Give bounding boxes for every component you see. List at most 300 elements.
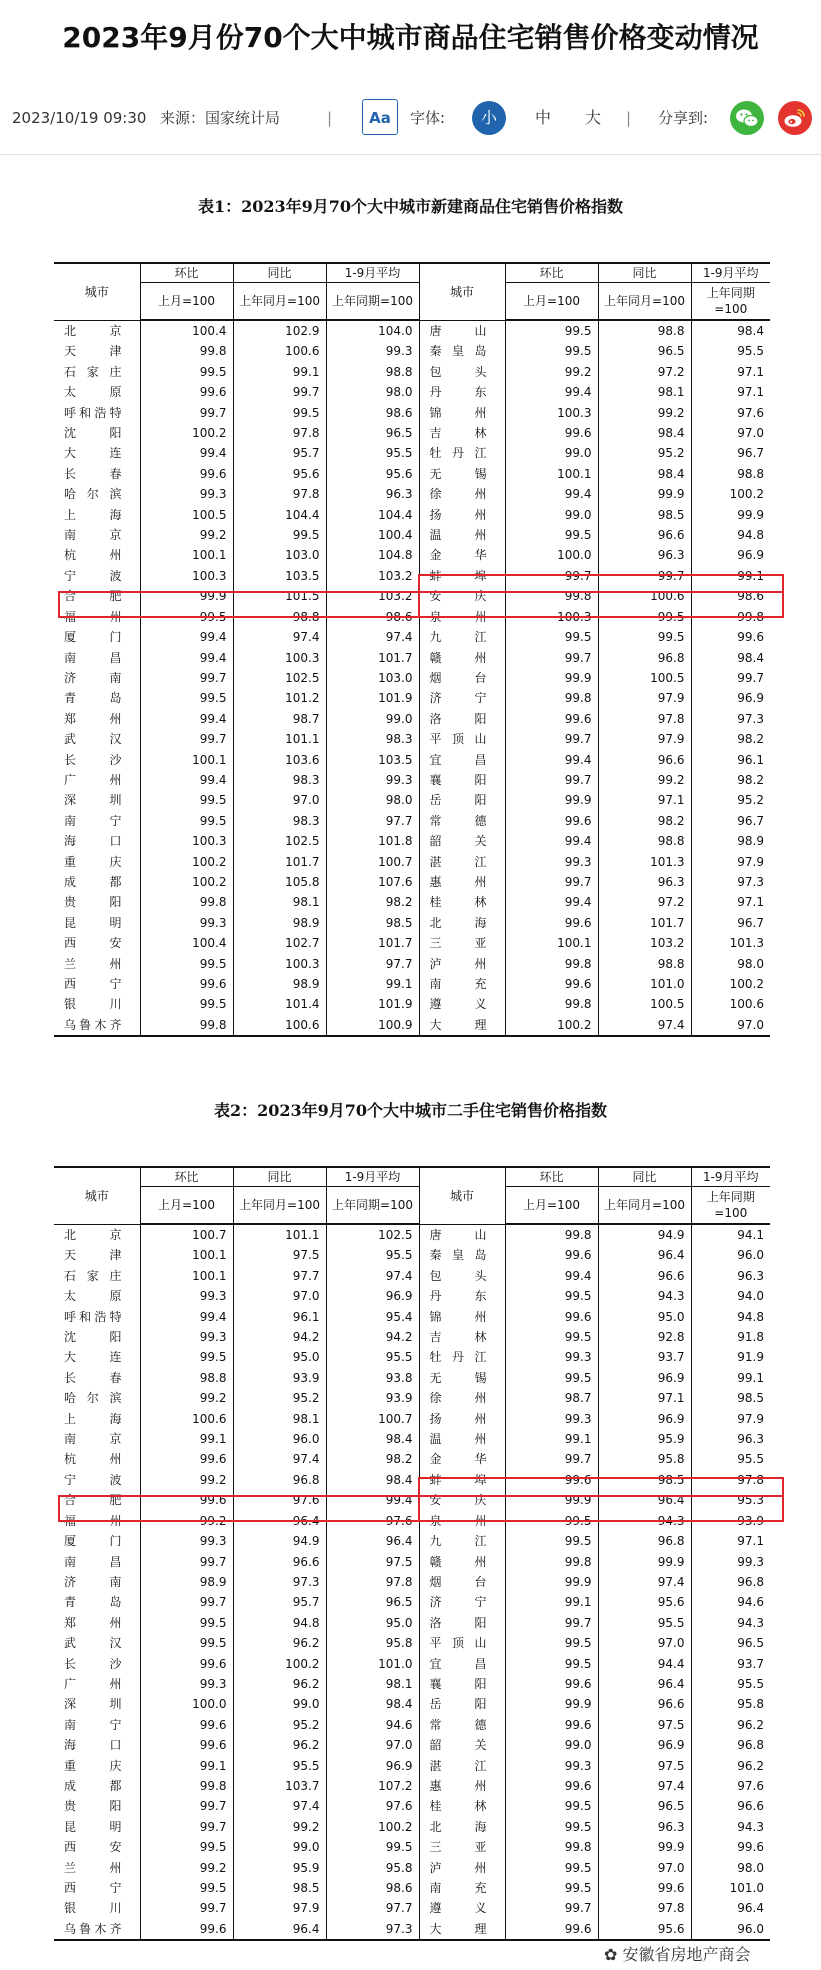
- city-name: 桂林: [429, 1799, 487, 1814]
- index-value: 96.9: [326, 1286, 419, 1306]
- font-toggle-icon[interactable]: Aa: [362, 99, 398, 135]
- index-value: 100.2: [140, 872, 233, 892]
- index-value: 98.9: [233, 974, 326, 994]
- city-name: 长沙: [64, 752, 122, 767]
- index-value: 98.8: [233, 607, 326, 627]
- index-value: 96.2: [233, 1674, 326, 1694]
- index-value: 97.5: [598, 1715, 691, 1735]
- index-value: 100.4: [140, 933, 233, 953]
- index-value: 95.2: [598, 443, 691, 463]
- city-name: 北京: [64, 1227, 122, 1242]
- table-row: [54, 423, 770, 443]
- index-value: 99.2: [140, 1388, 233, 1408]
- index-value: 96.2: [691, 1756, 770, 1776]
- index-value: 99.5: [233, 525, 326, 545]
- table-row: [54, 994, 770, 1014]
- city-name: 杭州: [64, 1452, 122, 1467]
- city-name: 徐州: [429, 1391, 487, 1406]
- index-value: 99.8: [505, 994, 598, 1014]
- index-value: 101.9: [326, 688, 419, 708]
- index-value: 94.8: [233, 1613, 326, 1633]
- index-value: 99.4: [140, 770, 233, 790]
- index-value: 97.4: [326, 1266, 419, 1286]
- index-value: 99.8: [505, 1837, 598, 1857]
- index-value: 97.4: [233, 1449, 326, 1469]
- index-value: 99.2: [505, 362, 598, 382]
- table-row: [54, 545, 770, 565]
- wechat-share-button[interactable]: [730, 101, 764, 135]
- city-name: 长春: [64, 466, 122, 481]
- index-value: 101.3: [598, 852, 691, 872]
- index-value: 99.3: [505, 1409, 598, 1429]
- city-name: 大理: [419, 1015, 505, 1036]
- index-value: 100.1: [505, 933, 598, 953]
- city-name: 广州: [64, 772, 122, 787]
- index-value: 101.7: [326, 933, 419, 953]
- index-value: 99.7: [505, 1613, 598, 1633]
- index-value: 95.9: [598, 1429, 691, 1449]
- index-value: 99.8: [140, 1776, 233, 1796]
- index-value: 95.0: [598, 1307, 691, 1327]
- city-name: 乌鲁木齐: [54, 1919, 140, 1940]
- city-name: 济南: [64, 1574, 122, 1589]
- city-name: 重庆: [64, 1758, 122, 1773]
- index-value: 95.0: [326, 1613, 419, 1633]
- city-name: 厦门: [64, 1534, 122, 1549]
- index-value: 101.0: [598, 974, 691, 994]
- city-name: 海口: [64, 834, 122, 849]
- index-value: 99.5: [140, 688, 233, 708]
- index-value: 99.3: [140, 1286, 233, 1306]
- index-value: 98.7: [505, 1388, 598, 1408]
- index-value: 100.6: [598, 586, 691, 606]
- index-value: 98.0: [691, 954, 770, 974]
- source-label: 来源：国家统计局: [160, 109, 281, 127]
- table-row: [54, 770, 770, 790]
- index-value: 96.3: [691, 1429, 770, 1449]
- city-name: 沈阳: [64, 1330, 122, 1345]
- index-value: 95.6: [233, 464, 326, 484]
- index-value: 93.7: [691, 1654, 770, 1674]
- city-name: 唐山: [429, 1227, 487, 1242]
- index-value: 100.6: [233, 341, 326, 361]
- city-name: 赣州: [429, 650, 487, 665]
- index-value: 99.6: [505, 1245, 598, 1265]
- city-name: 徐州: [429, 487, 487, 502]
- table-row: [54, 484, 770, 504]
- city-name: 广州: [64, 1676, 122, 1691]
- index-value: 99.8: [140, 892, 233, 912]
- index-value: 99.6: [140, 382, 233, 402]
- index-value: 98.8: [598, 831, 691, 851]
- table-row: [54, 586, 770, 606]
- index-value: 97.0: [326, 1735, 419, 1755]
- index-value: 98.5: [598, 1470, 691, 1490]
- index-value: 99.6: [505, 1776, 598, 1796]
- index-value: 107.2: [326, 1776, 419, 1796]
- index-value: 101.5: [233, 586, 326, 606]
- table-row: [54, 1286, 770, 1306]
- index-value: 99.6: [598, 1878, 691, 1898]
- index-value: 94.2: [233, 1327, 326, 1347]
- index-value: 100.2: [691, 974, 770, 994]
- table-row: [54, 464, 770, 484]
- index-value: 94.8: [691, 1307, 770, 1327]
- index-value: 99.7: [140, 1817, 233, 1837]
- col-avg-sub-header: 上年同期=100: [691, 1187, 770, 1225]
- index-value: 95.5: [326, 1347, 419, 1367]
- index-value: 99.6: [140, 1490, 233, 1510]
- city-name: 呼和浩特: [64, 1309, 122, 1324]
- index-value: 96.8: [233, 1470, 326, 1490]
- index-value: 98.8: [140, 1368, 233, 1388]
- index-value: 93.7: [598, 1347, 691, 1367]
- meta-separator: |: [626, 109, 632, 127]
- index-value: 97.8: [598, 709, 691, 729]
- index-value: 104.0: [326, 320, 419, 341]
- index-value: 98.0: [326, 790, 419, 810]
- city-name: 南宁: [64, 1717, 122, 1732]
- index-value: 103.6: [233, 750, 326, 770]
- table-row: [54, 403, 770, 423]
- index-value: 99.4: [140, 1307, 233, 1327]
- index-value: 98.4: [326, 1470, 419, 1490]
- table1-caption: 表1：2023年9月70个大中城市新建商品住宅销售价格指数: [197, 197, 624, 216]
- index-value: 103.2: [326, 566, 419, 586]
- index-value: 99.9: [140, 586, 233, 606]
- index-value: 100.2: [140, 423, 233, 443]
- col-tb-sub-header: 上年同月=100: [598, 283, 691, 321]
- city-name: 锦州: [429, 405, 487, 420]
- font-size-medium-button[interactable]: 中: [534, 108, 551, 127]
- index-value: 94.0: [691, 1286, 770, 1306]
- watermark-icon: ✿: [604, 1945, 623, 1964]
- table-row: [54, 382, 770, 402]
- index-value: 95.2: [691, 790, 770, 810]
- index-value: 99.9: [505, 1572, 598, 1592]
- index-value: 101.2: [233, 688, 326, 708]
- index-value: 99.9: [691, 505, 770, 525]
- table-row: [54, 1858, 770, 1878]
- city-name: 蚌埠: [429, 568, 487, 583]
- index-value: 99.7: [140, 1552, 233, 1572]
- col-tb-header: 同比: [598, 263, 691, 283]
- index-value: 98.1: [598, 382, 691, 402]
- index-value: 100.5: [140, 505, 233, 525]
- index-value: 100.3: [233, 648, 326, 668]
- index-value: 103.2: [326, 586, 419, 606]
- index-value: 100.3: [233, 954, 326, 974]
- col-hb-sub-header: 上月=100: [140, 283, 233, 321]
- index-value: 94.9: [598, 1224, 691, 1245]
- city-name: 惠州: [429, 874, 487, 889]
- index-value: 97.7: [326, 954, 419, 974]
- index-value: 101.7: [233, 852, 326, 872]
- city-name: 昆明: [64, 1819, 122, 1834]
- col-hb-sub-header: 上月=100: [140, 1187, 233, 1225]
- index-value: 96.8: [691, 1572, 770, 1592]
- index-value: 97.8: [233, 484, 326, 504]
- index-value: 99.3: [140, 1327, 233, 1347]
- table-row: [54, 1919, 770, 1940]
- index-value: 99.7: [691, 668, 770, 688]
- city-name: 南充: [429, 977, 487, 991]
- index-value: 99.4: [505, 1266, 598, 1286]
- index-value: 94.3: [691, 1817, 770, 1837]
- table-row: [54, 811, 770, 831]
- city-name: 泸州: [429, 1860, 487, 1875]
- city-name: 太原: [64, 385, 122, 400]
- index-value: 95.2: [233, 1715, 326, 1735]
- weibo-share-button[interactable]: [778, 101, 812, 135]
- city-name: 丹东: [429, 385, 487, 400]
- index-value: 99.2: [598, 403, 691, 423]
- city-name: 海口: [64, 1738, 122, 1753]
- index-value: 93.9: [326, 1388, 419, 1408]
- index-value: 97.0: [598, 1633, 691, 1653]
- city-name: 呼和浩特: [64, 405, 122, 420]
- index-value: 99.7: [140, 1898, 233, 1918]
- index-value: 98.5: [233, 1878, 326, 1898]
- index-value: 97.5: [326, 1552, 419, 1572]
- table-row: [54, 1015, 770, 1036]
- index-value: 99.5: [140, 994, 233, 1014]
- article-title: 2023年9月份70个大中城市商品住宅销售价格变动情况: [62, 21, 759, 54]
- index-value: 99.1: [140, 1429, 233, 1449]
- index-value: 98.3: [233, 770, 326, 790]
- index-value: 99.1: [691, 566, 770, 586]
- index-value: 99.5: [140, 1837, 233, 1857]
- city-name: 北京: [64, 323, 122, 338]
- city-name: 兰州: [64, 1860, 122, 1875]
- index-value: 102.5: [233, 831, 326, 851]
- col-hb-header: 环比: [140, 1167, 233, 1187]
- index-value: 99.4: [505, 750, 598, 770]
- city-name: 宜昌: [429, 1656, 487, 1671]
- index-value: 97.5: [233, 1245, 326, 1265]
- table-row: [54, 1327, 770, 1347]
- index-value: 99.5: [598, 607, 691, 627]
- index-value: 99.3: [140, 1674, 233, 1694]
- index-value: 95.5: [326, 443, 419, 463]
- index-value: 96.5: [326, 423, 419, 443]
- city-name: 扬州: [429, 1411, 487, 1426]
- city-name: 赣州: [429, 1554, 487, 1569]
- table-row: [54, 1511, 770, 1531]
- city-name: 银川: [64, 997, 122, 1012]
- index-value: 103.7: [233, 1776, 326, 1796]
- city-name: 哈尔滨: [64, 487, 122, 502]
- city-name: 青岛: [64, 1595, 122, 1610]
- table-row: [54, 341, 770, 361]
- index-value: 99.8: [691, 607, 770, 627]
- index-value: 97.6: [691, 403, 770, 423]
- index-value: 99.0: [505, 505, 598, 525]
- index-value: 93.9: [233, 1368, 326, 1388]
- index-value: 99.4: [505, 892, 598, 912]
- city-name: 温州: [429, 528, 487, 543]
- city-name: 大连: [64, 1350, 122, 1365]
- index-value: 99.4: [505, 484, 598, 504]
- index-value: 99.5: [505, 1286, 598, 1306]
- table-row: [54, 709, 770, 729]
- index-value: 98.4: [326, 1429, 419, 1449]
- index-value: 98.3: [326, 729, 419, 749]
- index-value: 102.5: [233, 668, 326, 688]
- font-size-large-button[interactable]: 大: [584, 108, 601, 127]
- index-value: 95.2: [233, 1388, 326, 1408]
- index-value: 102.7: [233, 933, 326, 953]
- index-value: 99.7: [505, 729, 598, 749]
- index-value: 95.4: [326, 1307, 419, 1327]
- index-value: 97.3: [233, 1572, 326, 1592]
- publish-date: 2023/10/19 09:30: [12, 109, 147, 127]
- col-tb-sub-header: 上年同月=100: [233, 283, 326, 321]
- city-name: 宁波: [64, 1472, 122, 1487]
- col-city-header: 城市: [54, 1167, 140, 1224]
- index-value: 95.5: [598, 1613, 691, 1633]
- city-name: 福州: [64, 1513, 122, 1528]
- col-hb-header: 环比: [505, 1167, 598, 1187]
- index-value: 100.3: [140, 831, 233, 851]
- index-value: 99.8: [505, 586, 598, 606]
- index-value: 98.9: [691, 831, 770, 851]
- city-name: 唐山: [429, 323, 487, 338]
- index-value: 101.3: [691, 933, 770, 953]
- font-size-small-button[interactable]: 小: [472, 101, 506, 135]
- index-value: 99.3: [140, 1531, 233, 1551]
- city-name: 三亚: [429, 936, 487, 951]
- index-value: 101.1: [233, 1224, 326, 1245]
- index-value: 99.7: [505, 770, 598, 790]
- index-value: 99.5: [505, 1531, 598, 1551]
- city-name: 烟台: [429, 1574, 487, 1589]
- city-name: 无锡: [429, 1370, 487, 1385]
- index-value: 96.6: [598, 1266, 691, 1286]
- city-name: 上海: [64, 1411, 122, 1426]
- index-value: 97.7: [326, 811, 419, 831]
- city-name: 洛阳: [429, 1615, 487, 1630]
- city-name: 常德: [429, 813, 487, 828]
- city-name: 哈尔滨: [64, 1391, 122, 1406]
- city-name: 九江: [429, 1534, 487, 1549]
- header-divider: [0, 154, 821, 155]
- table-row: [54, 1898, 770, 1918]
- index-value: 99.5: [505, 525, 598, 545]
- table-row: [54, 1429, 770, 1449]
- index-value: 97.4: [233, 627, 326, 647]
- index-value: 98.4: [326, 1694, 419, 1714]
- city-name: 大连: [64, 446, 122, 461]
- col-hb-sub-header: 上月=100: [505, 1187, 598, 1225]
- index-value: 99.5: [505, 1511, 598, 1531]
- index-value: 98.2: [691, 729, 770, 749]
- index-value: 99.9: [598, 1552, 691, 1572]
- table-row: [54, 1470, 770, 1490]
- table-row: [54, 750, 770, 770]
- city-name: 遵义: [429, 997, 487, 1012]
- index-value: 104.4: [233, 505, 326, 525]
- city-name: 武汉: [64, 732, 122, 747]
- index-value: 95.8: [691, 1694, 770, 1714]
- city-name: 安庆: [429, 589, 487, 604]
- index-value: 100.9: [326, 1015, 419, 1036]
- index-value: 99.5: [140, 954, 233, 974]
- index-value: 98.8: [326, 362, 419, 382]
- city-name: 南昌: [64, 650, 122, 665]
- index-value: 99.7: [505, 566, 598, 586]
- table-row: [54, 1449, 770, 1469]
- index-value: 100.2: [140, 852, 233, 872]
- index-value: 101.1: [233, 729, 326, 749]
- table-row: [54, 1531, 770, 1551]
- index-value: 96.9: [598, 1368, 691, 1388]
- index-value: 96.9: [691, 688, 770, 708]
- index-value: 99.7: [505, 1898, 598, 1918]
- index-value: 99.5: [140, 811, 233, 831]
- index-value: 100.1: [140, 1245, 233, 1265]
- city-name: 襄阳: [429, 1676, 487, 1691]
- index-value: 98.1: [326, 1674, 419, 1694]
- index-value: 98.9: [233, 913, 326, 933]
- index-value: 99.7: [233, 382, 326, 402]
- index-value: 99.3: [505, 1347, 598, 1367]
- index-value: 100.1: [140, 545, 233, 565]
- col-city-header: 城市: [419, 1167, 505, 1224]
- city-name: 烟台: [429, 670, 487, 685]
- index-value: 96.3: [598, 545, 691, 565]
- city-name: 乌鲁木齐: [54, 1015, 140, 1036]
- index-value: 99.6: [505, 974, 598, 994]
- index-value: 100.6: [140, 1409, 233, 1429]
- city-name: 丹东: [429, 1289, 487, 1304]
- table-row: [54, 320, 770, 341]
- index-value: 99.6: [140, 1715, 233, 1735]
- index-value: 98.0: [691, 1858, 770, 1878]
- city-name: 合肥: [64, 1493, 122, 1508]
- index-value: 97.9: [233, 1898, 326, 1918]
- index-value: 99.5: [598, 627, 691, 647]
- index-value: 100.2: [233, 1654, 326, 1674]
- index-value: 94.2: [326, 1327, 419, 1347]
- city-name: 青岛: [64, 691, 122, 706]
- table-row: [54, 1307, 770, 1327]
- index-value: 98.5: [326, 913, 419, 933]
- index-value: 99.5: [505, 320, 598, 341]
- index-value: 96.5: [326, 1592, 419, 1612]
- city-name: 长沙: [64, 1656, 122, 1671]
- index-value: 99.3: [140, 484, 233, 504]
- city-name: 泉州: [429, 1513, 487, 1528]
- col-avg-header: 1-9月平均: [326, 1167, 419, 1187]
- table-row: [54, 1388, 770, 1408]
- city-name: 济宁: [429, 691, 487, 706]
- index-value: 97.4: [233, 1796, 326, 1816]
- index-value: 96.9: [598, 1735, 691, 1755]
- index-value: 99.2: [140, 1470, 233, 1490]
- index-value: 96.4: [598, 1490, 691, 1510]
- index-value: 98.6: [326, 403, 419, 423]
- index-value: 97.2: [598, 892, 691, 912]
- index-value: 97.8: [691, 1470, 770, 1490]
- city-name: 济宁: [429, 1595, 487, 1610]
- city-name: 南京: [64, 528, 122, 543]
- col-avg-sub-header: 上年同期=100: [691, 283, 770, 321]
- index-value: 99.5: [505, 627, 598, 647]
- weibo-icon: [778, 101, 812, 135]
- col-city-header: 城市: [419, 263, 505, 320]
- index-value: 98.2: [326, 892, 419, 912]
